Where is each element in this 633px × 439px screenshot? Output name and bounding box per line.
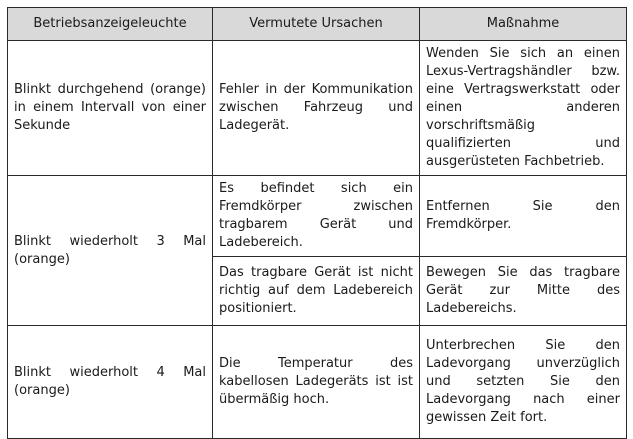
remedy-cell: Unterbrechen Sie den Ladevorgang unverzüglich und setzten Sie den Ladevorgang nach einer gewissen Zeit fort. (420, 326, 627, 439)
table-row (8, 41, 627, 176)
cause-cell: Das tragbare Gerät ist nicht richtig auf dem Ladebereich positioniert. (213, 257, 420, 326)
troubleshooting-table (7, 7, 627, 439)
remedy-cell: Wenden Sie sich an einen Lexus-Vertragshändler bzw. eine Vertragswerkstatt oder einen anderen vorschriftsmäßig qualifizierten und ausgerüsteten Fachbetrieb. (420, 41, 627, 176)
header-indicator-light: Betriebsanzeigeleuchte (8, 8, 213, 41)
table-row (8, 326, 627, 439)
indicator-light-cell: Blinkt wiederholt 4 Mal (orange) (8, 326, 213, 439)
remedy-cell: Bewegen Sie das tragbare Gerät zur Mitte des Ladebereichs. (420, 257, 627, 326)
remedy-cell: Entfernen Sie den Fremdkörper. (420, 176, 627, 257)
cause-cell: Fehler in der Kommunikation zwischen Fahrzeug und Ladegerät. (213, 41, 420, 176)
header-remedy: Maßnahme (420, 8, 627, 41)
cause-cell: Es befindet sich ein Fremdkörper zwischen tragbarem Gerät und Ladebereich. (213, 176, 420, 257)
cause-cell: Die Temperatur des kabellosen Ladegeräts ist ist übermäßig hoch. (213, 326, 420, 439)
indicator-light-cell: Blinkt durchgehend (orange) in einem Intervall von einer Sekunde (8, 41, 213, 176)
indicator-light-cell: Blinkt wiederholt 3 Mal (orange) (8, 176, 213, 326)
table-header-row (8, 8, 627, 41)
table-row (8, 176, 627, 257)
header-suspected-causes: Vermutete Ursachen (213, 8, 420, 41)
